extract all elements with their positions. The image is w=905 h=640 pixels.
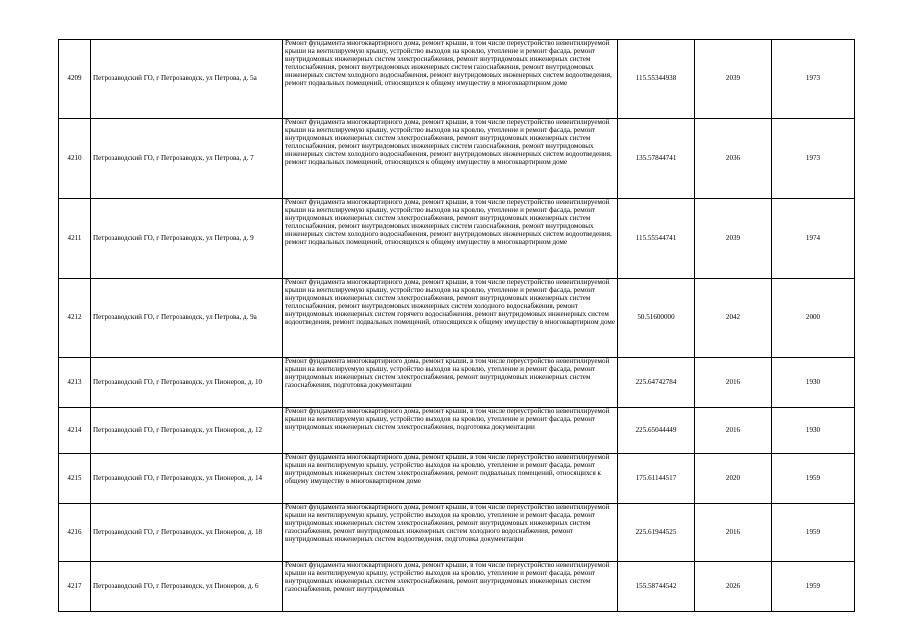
address-cell: Петрозаводский ГО, г Петрозаводск, ул Пионеров, д. 14 [91,454,283,504]
cost-cell: 115.55544741 [618,199,695,279]
row-number: 4216 [59,504,91,562]
works-cell: Ремонт фундамента многоквартирного дома, ремонт крыши, в том числе переустройство невентилируемой крыши на вентилируемую крышу, устройство выходов на кровлю, утепление и ремонт фасада, ремонт внутридомовых инженерных систем электроснабжения, ремонт внутридомовых инженерных систем теплоснабжения, ремонт внутридомовых инженерных систем холодного водоснабжения, ремонт внутридомовых инженерных систем горячего водоснабжения, ремонт внутридомовых инженерных систем водоотведения, ремонт подвальных помещений, относящихся к общему имуществу в многоквартирном доме [283,279,618,358]
address-cell: Петрозаводский ГО, г Петрозаводск, ул Петрова, д. 7 [91,119,283,199]
cost-cell: 225.64742784 [618,358,695,408]
cost-cell: 135.57844741 [618,119,695,199]
cost-cell: 225.65044449 [618,408,695,454]
capital-repair-table [58,39,855,612]
works-cell: Ремонт фундамента многоквартирного дома, ремонт крыши, в том числе переустройство невентилируемой крыши на вентилируемую крышу, устройство выходов на кровлю, утепление и ремонт фасада, ремонт внутридомовых инженерных систем электроснабжения, ремонт внутридомовых инженерных систем теплоснабжения, ремонт внутридомовых инженерных систем газоснабжения, ремонт внутридомовых инженерных систем холодного водоснабжения, ремонт внутридомовых инженерных систем водоотведения, ремонт подвальных помещений, относящихся к общему имуществу в многоквартирном доме [283,119,618,199]
address-cell: Петрозаводский ГО, г Петрозаводск, ул Петрова, д. 9а [91,279,283,358]
works-cell: Ремонт фундамента многоквартирного дома, ремонт крыши, в том числе переустройство невентилируемой крыши на вентилируемую крышу, устройство выходов на кровлю, утепление и ремонт фасада, ремонт внутридомовых инженерных систем электроснабжения, ремонт внутридомовых инженерных систем газоснабжения, ремонт внутридомовых [283,562,618,612]
table-row [59,279,855,358]
cost-cell: 155.58744542 [618,562,695,612]
planned-year-cell: 2042 [695,279,772,358]
address-cell: Петрозаводский ГО, г Петрозаводск, ул Петрова, д. 9 [91,199,283,279]
table-row [59,454,855,504]
build-year-cell: 1959 [772,504,855,562]
address-cell: Петрозаводский ГО, г Петрозаводск, ул Пионеров, д. 6 [91,562,283,612]
row-number: 4217 [59,562,91,612]
build-year-cell: 1973 [772,119,855,199]
build-year-cell: 1930 [772,358,855,408]
planned-year-cell: 2016 [695,408,772,454]
table-row [59,40,855,119]
build-year-cell: 1930 [772,408,855,454]
row-number: 4213 [59,358,91,408]
planned-year-cell: 2016 [695,358,772,408]
row-number: 4214 [59,408,91,454]
build-year-cell: 1973 [772,40,855,119]
cost-cell: 175.61144517 [618,454,695,504]
works-cell: Ремонт фундамента многоквартирного дома, ремонт крыши, в том числе переустройство невентилируемой крыши на вентилируемую крышу, устройство выходов на кровлю, утепление и ремонт фасада, ремонт внутридомовых инженерных систем электроснабжения, ремонт внутридомовых инженерных систем теплоснабжения, ремонт внутридомовых инженерных систем газоснабжения, ремонт внутридомовых инженерных систем холодного водоснабжения, ремонт внутридомовых инженерных систем водоотведения, ремонт подвальных помещений, относящихся к общему имуществу в многоквартирном доме [283,40,618,119]
build-year-cell: 2000 [772,279,855,358]
row-number: 4215 [59,454,91,504]
table-row [59,504,855,562]
planned-year-cell: 2026 [695,562,772,612]
address-cell: Петрозаводский ГО, г Петрозаводск, ул Пионеров, д. 10 [91,358,283,408]
works-cell: Ремонт фундамента многоквартирного дома, ремонт крыши, в том числе переустройство невентилируемой крыши на вентилируемую крышу, устройство выходов на кровлю, утепление и ремонт фасада, ремонт внутридомовых инженерных систем электроснабжения, ремонт подвальных помещений, относящихся к общему имуществу в многоквартирном доме [283,454,618,504]
works-cell: Ремонт фундамента многоквартирного дома, ремонт крыши, в том числе переустройство невентилируемой крыши на вентилируемую крышу, устройство выходов на кровлю, утепление и ремонт фасада, ремонт внутридомовых инженерных систем электроснабжения, ремонт внутридомовых инженерных систем газоснабжения, подготовка документации [283,358,618,408]
table-row [59,199,855,279]
cost-cell: 50.51600000 [618,279,695,358]
row-number: 4212 [59,279,91,358]
cost-cell: 225.61944525 [618,504,695,562]
row-number: 4209 [59,40,91,119]
works-cell: Ремонт фундамента многоквартирного дома, ремонт крыши, в том числе переустройство невентилируемой крыши на вентилируемую крышу, устройство выходов на кровлю, утепление и ремонт фасада, ремонт внутридомовых инженерных систем электроснабжения, подготовка документации [283,408,618,454]
build-year-cell: 1959 [772,454,855,504]
address-cell: Петрозаводский ГО, г Петрозаводск, ул Пионеров, д. 18 [91,504,283,562]
address-cell: Петрозаводский ГО, г Петрозаводск, ул Петрова, д. 5а [91,40,283,119]
table-row [59,562,855,612]
address-cell: Петрозаводский ГО, г Петрозаводск, ул Пионеров, д. 12 [91,408,283,454]
planned-year-cell: 2039 [695,40,772,119]
row-number: 4211 [59,199,91,279]
works-cell: Ремонт фундамента многоквартирного дома, ремонт крыши, в том числе переустройство невентилируемой крыши на вентилируемую крышу, устройство выходов на кровлю, утепление и ремонт фасада, ремонт внутридомовых инженерных систем электроснабжения, ремонт внутридомовых инженерных систем теплоснабжения, ремонт внутридомовых инженерных систем газоснабжения, ремонт внутридомовых инженерных систем холодного водоснабжения, ремонт внутридомовых инженерных систем водоотведения, ремонт подвальных помещений, относящихся к общему имуществу в многоквартирном доме [283,199,618,279]
works-cell: Ремонт фундамента многоквартирного дома, ремонт крыши, в том числе переустройство невентилируемой крыши на вентилируемую крышу, устройство выходов на кровлю, утепление и ремонт фасада, ремонт внутридомовых инженерных систем электроснабжения, ремонт внутридомовых инженерных систем газоснабжения, ремонт внутридомовых инженерных систем холодного водоснабжения, ремонт внутридомовых инженерных систем водоотведения, подготовка документации [283,504,618,562]
table-row [59,408,855,454]
planned-year-cell: 2036 [695,119,772,199]
planned-year-cell: 2039 [695,199,772,279]
row-number: 4210 [59,119,91,199]
build-year-cell: 1959 [772,562,855,612]
planned-year-cell: 2020 [695,454,772,504]
build-year-cell: 1974 [772,199,855,279]
cost-cell: 115.55344938 [618,40,695,119]
table-row [59,358,855,408]
planned-year-cell: 2016 [695,504,772,562]
table-row [59,119,855,199]
